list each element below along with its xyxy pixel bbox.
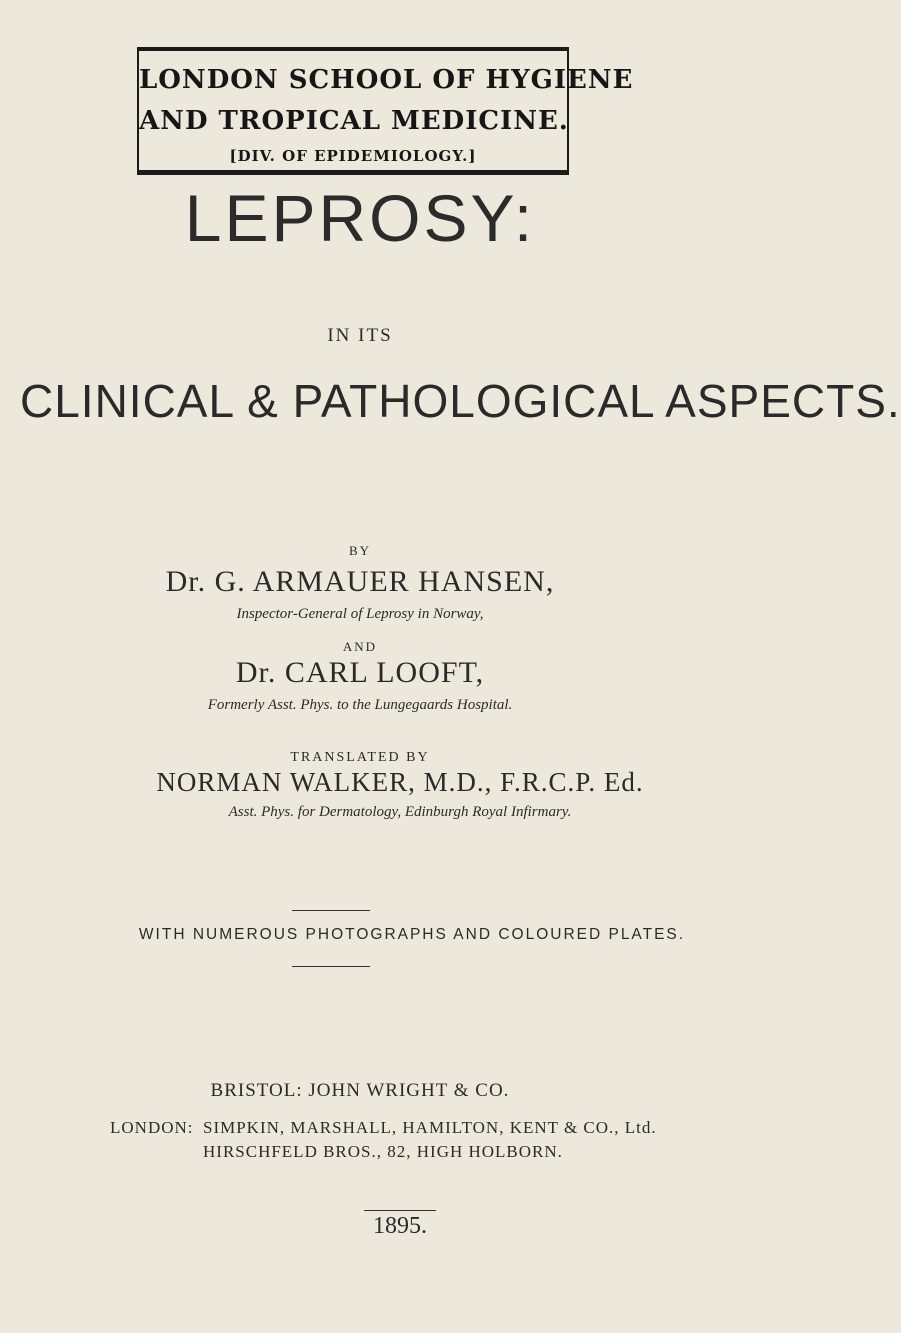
illustrations-note: WITH NUMEROUS PHOTOGRAPHS AND COLOURED PLATES. [138, 926, 686, 943]
author-looft-role: Formerly Asst. Phys. to the Lungegaards Hospital. [207, 697, 513, 713]
book-subtitle: CLINICAL & PATHOLOGICAL ASPECTS. [20, 375, 901, 427]
author-hansen-role: Inspector-General of Leprosy in Norway, [236, 606, 484, 622]
london-publisher-hirschfeld: HIRSCHFELD BROS., 82, HIGH HOLBORN. [203, 1142, 563, 1161]
author-hansen: Dr. G. ARMAUER HANSEN, [165, 565, 555, 598]
publisher-bristol: BRISTOL: JOHN WRIGHT & CO. [210, 1080, 510, 1101]
by-label: BY [348, 543, 372, 558]
stamp-line-division: [DIV. OF EPIDEMIOLOGY.] [229, 147, 477, 165]
stamp-line-school: LONDON SCHOOL OF HYGIENE [139, 65, 634, 95]
london-publisher-simpkin: SIMPKIN, MARSHALL, HAMILTON, KENT & CO., Ltd. [203, 1118, 657, 1137]
translated-by-label: TRANSLATED BY [290, 750, 430, 765]
and-label: AND [342, 639, 378, 654]
divider-rule-date [364, 1210, 436, 1211]
divider-rule-top [292, 910, 370, 911]
translator-role: Asst. Phys. for Dermatology, Edinburgh Royal Infirmary. [228, 804, 572, 820]
translator-name: NORMAN WALKER, M.D., F.R.C.P. Ed. [156, 767, 644, 797]
library-stamp [137, 47, 634, 175]
stamp-line-medicine: AND TROPICAL MEDICINE. [139, 106, 569, 136]
divider-rule-bottom [292, 966, 370, 967]
title-connector: IN ITS [327, 325, 393, 346]
author-looft: Dr. CARL LOOFT, [235, 656, 485, 689]
london-label: LONDON: [110, 1118, 194, 1137]
book-title: LEPROSY: [184, 181, 536, 255]
publication-year: 1895. [373, 1213, 427, 1239]
